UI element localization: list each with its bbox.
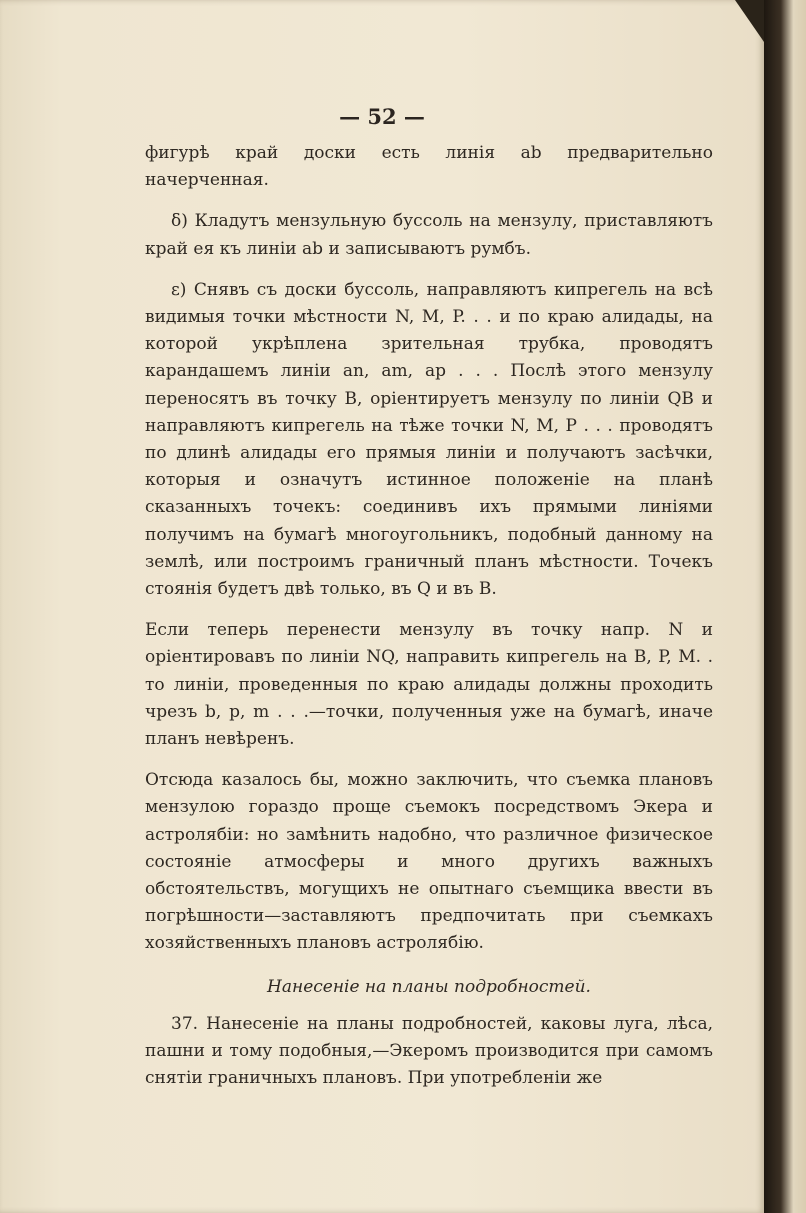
paragraph-verification: Если теперь перенести мензулу въ точку напр. N и оріентировавъ по линіи NQ, направить кипрегель на B, P, M. . то линіи, проведенныя по краю алидады должны проходить чрезъ b, p, m . . .—точки, полученныя уже на бумагѣ, иначе планъ невѣренъ. — [145, 620, 713, 750]
page-text — [145, 140, 713, 1107]
page-number: — 52 — — [339, 104, 425, 129]
paragraph-conclusion: Отсюда казалось бы, можно заключить, что съемка плановъ мензулою гораздо проще съемокъ посредствомъ Экера и астролябіи: но замѣнить надобно, что различное физическое состояніе атмосферы и много другихъ важныхъ обстоятельствъ, могущихъ не опытнаго съемщика ввести въ погрѣшности—заставляютъ предпочитать при съемкахъ хозяйственныхъ плановъ астролябію. — [145, 770, 713, 954]
paragraph-continuation: фигурѣ край доски есть линія аb предварительно начерченная. — [145, 143, 713, 191]
paragraph-delta: δ) Кладутъ мензульную буссоль на мензулу, приставляютъ край ея къ линіи аb и записываютъ румбъ. — [145, 211, 713, 259]
paragraph-epsilon: ε) Снявъ съ доски буссоль, направляютъ кипрегель на всѣ видимыя точки мѣстности N, M, P. . . и по краю алидады, на которой укрѣплена зрительная трубка, проводятъ карандашемъ линіи an, am, ap . . . Послѣ этого мензулу переносятъ въ точку B, оріентируетъ мензулу по линіи QB и направляютъ кипрегель на тѣже точки N, M, P . . . проводятъ по длинѣ алидады его прямыя линіи и получаютъ засѣчки, которыя и означутъ истинное положеніе на планѣ сказанныхъ точекъ: соединивъ ихъ прямыми линіями получимъ на бумагѣ многоугольникъ, подобный данному на землѣ, или построимъ граничный планъ мѣстности. Точекъ стоянія будетъ двѣ только, въ Q и въ B. — [145, 279, 713, 600]
book-spine — [764, 0, 806, 1213]
section-paragraph: 37. Нанесеніе на планы подробностей, каковы луга, лѣса, пашни и тому подобныя,—Экеромъ производится при самомъ снятіи граничныхъ плановъ. При употребленіи же — [145, 1013, 713, 1089]
section-heading: Нанесеніе на планы подробностей. — [267, 976, 591, 997]
page-corner-fold — [735, 0, 764, 42]
